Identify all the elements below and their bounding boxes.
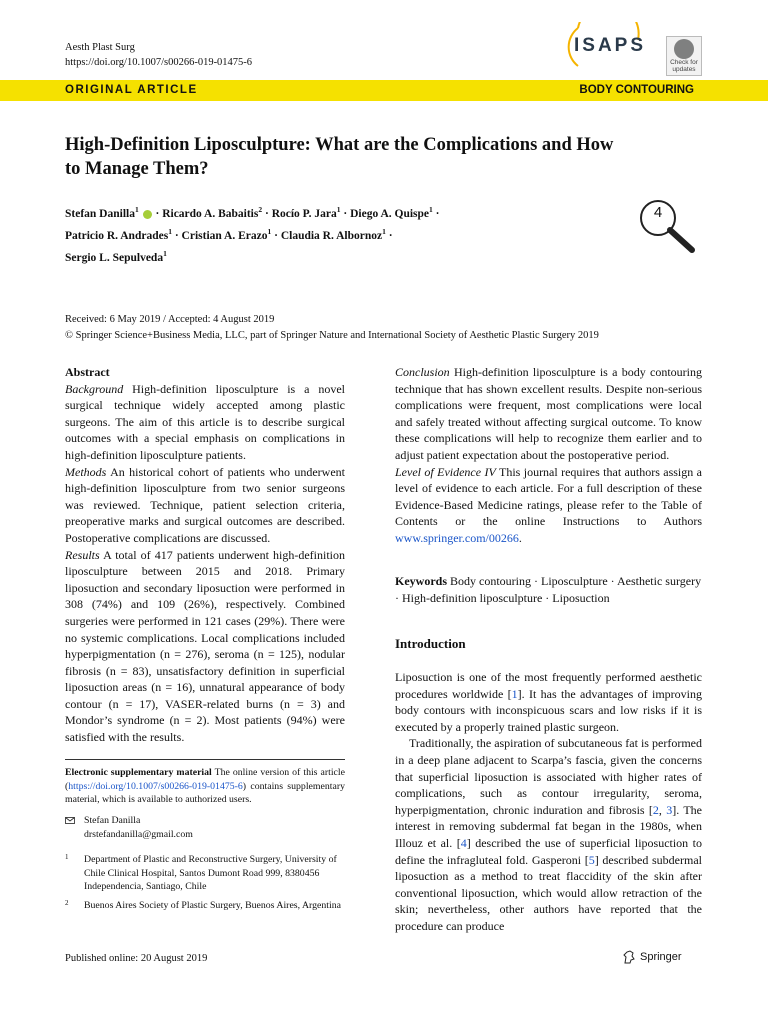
section-label: Methods bbox=[65, 464, 107, 479]
abstract-results bbox=[65, 547, 345, 746]
article-title: High-Definition Liposculpture: What are the Complications and How to Manage Them? bbox=[65, 135, 614, 179]
check-for-updates-button[interactable] bbox=[666, 36, 702, 76]
affiliation-number: 1 bbox=[65, 853, 69, 861]
correspondent-name: Stefan Danilla bbox=[84, 815, 141, 826]
author-affiliation: 1 bbox=[134, 205, 139, 214]
article-category-label: BODY CONTOURING bbox=[579, 84, 694, 96]
paragraph-text: Liposuction is one of the most frequently performed aesthetic procedures worldwide [ bbox=[395, 670, 702, 701]
keywords-label: Keywords bbox=[395, 574, 447, 588]
supplementary-note bbox=[65, 766, 345, 807]
abstract-methods bbox=[65, 464, 345, 547]
keywords-text: Body contouring · Liposculpture · Aesthetic surgery · High-definition liposculpture · Liposuction bbox=[395, 574, 702, 605]
paragraph-text: , bbox=[658, 802, 667, 817]
supplementary-text: The online version of this article ( bbox=[65, 767, 345, 792]
affiliation-number: 2 bbox=[65, 899, 69, 907]
citation-link[interactable]: 5 bbox=[588, 852, 595, 867]
correspondent-email[interactable]: drstefandanilla@gmail.com bbox=[84, 829, 193, 840]
paragraph-text: ] described the use of superficial liposuction to define the infragluteal fold. Gasperoni [ bbox=[395, 835, 702, 867]
author-name[interactable]: Claudia R. Albornoz bbox=[280, 229, 383, 242]
doi-link[interactable]: https://doi.org/10.1007/s00266-019-01475-6 bbox=[65, 57, 253, 68]
section-label: Conclusion bbox=[395, 365, 450, 379]
citation-link[interactable]: 2 bbox=[652, 802, 659, 817]
author-name[interactable]: Sergio L. Sepulveda bbox=[65, 251, 164, 264]
abstract-conclusion bbox=[395, 364, 702, 464]
introduction-heading: Introduction bbox=[395, 636, 466, 651]
published-date: Published online: 20 August 2019 bbox=[65, 953, 208, 964]
author-name[interactable]: Cristian A. Erazo bbox=[181, 229, 268, 242]
keywords bbox=[395, 573, 702, 606]
isaps-logo-text: ISAPS bbox=[574, 35, 647, 56]
author-affiliation: 1 bbox=[429, 205, 433, 214]
citation-link[interactable]: 1 bbox=[511, 686, 518, 701]
article-dates: Received: 6 May 2019 / Accepted: 4 August 2019 bbox=[65, 314, 275, 325]
author-affiliation: 1 bbox=[163, 248, 167, 258]
author-list: Stefan Danilla$^1$ · Ricardo A. Babaitis$^2$ · Rocío P. Jara$^1$ · Diego A. Quispe$^1$ · Patricio R. Andrades$^1$ · Cristian A. Erazo$^1$ · Claudia R. Albornoz$^1$ · Sergio L. Sepulveda$^1$ bbox=[65, 205, 440, 264]
section-label: Background bbox=[65, 381, 124, 396]
affiliation-text: Buenos Aires Society of Plastic Surgery, Buenos Aires, Argentina bbox=[84, 900, 341, 911]
evidence-level-badge: 4 bbox=[653, 204, 663, 221]
copyright-notice: © Springer Science+Business Media, LLC, part of Springer Nature and International Society of Aesthetic Plastic Surgery 2019 bbox=[65, 330, 599, 341]
supplementary-label: Electronic supplementary material bbox=[65, 767, 212, 778]
supplementary-link[interactable]: https://doi.org/10.1007/s00266-019-01475-6 bbox=[68, 780, 243, 792]
paragraph-text: ] described subdermal liposuction as a method to treat flaccidity of the skin after conventional liposuction, which would allow retraction of the skin; nevertheless, other authors have reported that the procedure can produce bbox=[395, 852, 702, 933]
author-name[interactable]: Diego A. Quispe bbox=[350, 207, 430, 220]
journal-name: Aesth Plast Surg bbox=[65, 42, 135, 53]
paragraph bbox=[395, 669, 702, 735]
bookmark-icon bbox=[674, 39, 694, 59]
springer-horse-icon bbox=[622, 950, 636, 964]
correspondence bbox=[65, 814, 193, 842]
punctuation: . bbox=[518, 530, 522, 545]
section-label: Level of Evidence IV bbox=[395, 464, 496, 479]
author-affiliation: 1 bbox=[382, 226, 386, 236]
check-for-updates-label: Check for updates bbox=[670, 59, 698, 73]
paragraph bbox=[395, 735, 702, 934]
publisher-name: Springer bbox=[640, 951, 682, 963]
abstract-text: This journal requires that authors assign a level of evidence to each article. For a full description of these Evidence-Based Medicine ratings, please refer to the Table of Contents or the online Instructions to Authors bbox=[395, 464, 702, 529]
springer-link[interactable]: www.springer.com/00266 bbox=[395, 530, 519, 545]
citation-link[interactable]: 4 bbox=[460, 835, 467, 850]
abstract-heading: Abstract bbox=[65, 365, 110, 379]
abstract-column-continued bbox=[395, 364, 702, 547]
affiliation-item bbox=[65, 853, 355, 894]
affiliation-item bbox=[65, 899, 355, 913]
abstract-text: A total of 417 patients underwent high-definition liposculpture between 2015 and 2018. Primary liposuction and secondary liposuction were performed in 308 (74%) and 109 (26%), respectively. Combined surgeries were performed in 121 cases (29%). There were no systemic complications. Local complications included hyperpigmentation (n = 276), seroma (n = 125), nodular fibrosis (n = 83), unsatisfactory definition in superficial liposuction areas (n = 16), unnatural appearance of body contour (n = 17), VASER-related burns (n = 3) and Mondor’s syndrome (n = 2). Most patients (94%) were satisfied with the results. bbox=[65, 547, 345, 745]
citation-link[interactable]: 3 bbox=[666, 802, 673, 817]
author-name[interactable]: Ricardo A. Babaitis bbox=[162, 207, 259, 220]
author-name[interactable]: Rocío P. Jara bbox=[271, 207, 337, 220]
paragraph-text: Traditionally, the aspiration of subcutaneous fat is performed in a deep plane adjacent to Scarpa’s fascia, given the concerns that superficial liposuction is associated with higher rates of complications, such as contour irregularity, seroma, hyperpigmentation, chronic induration and fibrosis [ bbox=[395, 736, 702, 817]
paragraph-text: ]. The interest in removing subdermal fat began in the 1980s, when Illouz et al. [ bbox=[395, 802, 702, 850]
author-affiliation: 1 bbox=[267, 226, 272, 236]
abstract-column bbox=[65, 364, 345, 746]
author-name[interactable]: Patricio R. Andrades bbox=[65, 229, 169, 242]
author-name[interactable]: Stefan Danilla bbox=[65, 207, 135, 220]
paragraph-text: ]. It has the advantages of improving body contours with inconspicuous scars and low risks if it is executed by a properly trained plastic surgeon. bbox=[395, 686, 702, 734]
author-affiliation: 1 bbox=[336, 205, 341, 214]
supplementary-text: ) contains supplementary material, which is available to authorized users. bbox=[65, 780, 345, 805]
section-label: Results bbox=[65, 547, 100, 562]
introduction-body bbox=[395, 669, 702, 935]
abstract-background bbox=[65, 381, 345, 464]
abstract-text: High-definition liposculpture is a novel surgical technique widely accepted among plastic surgeons. The aim of this article is to describe surgical outcomes with a special emphasis on complications in high-definition liposculpture patients. bbox=[65, 381, 345, 462]
abstract-level-of-evidence bbox=[395, 464, 702, 547]
orcid-icon[interactable] bbox=[143, 210, 152, 219]
abstract-text: High-definition liposculpture is a body contouring technique that has shown excellent results. Despite non-serious complications were frequent, most complications were local and safely treated without affecting surgical outcome. To know these complications will help to recognize them earlier and to adjust patient expectation about the postoperative period. bbox=[395, 365, 702, 462]
affiliation-text: Department of Plastic and Reconstructive Surgery, University of Chile Clinical Hospital, Santos Dumont Road 999, 8380456 Independencia, Santiago, Chile bbox=[84, 854, 337, 892]
article-type-label: ORIGINAL ARTICLE bbox=[65, 84, 198, 96]
author-affiliation: 2 bbox=[258, 205, 263, 214]
abstract-text: An historical cohort of patients who underwent high-definition liposculpture from two senior surgeons was reviewed. Technique, patient selection criteria, preoperative marks and surgical outcomes are described. Postoperative complications are discussed. bbox=[65, 464, 345, 545]
author-affiliation: 1 bbox=[168, 226, 172, 236]
footnote-divider bbox=[65, 759, 345, 760]
